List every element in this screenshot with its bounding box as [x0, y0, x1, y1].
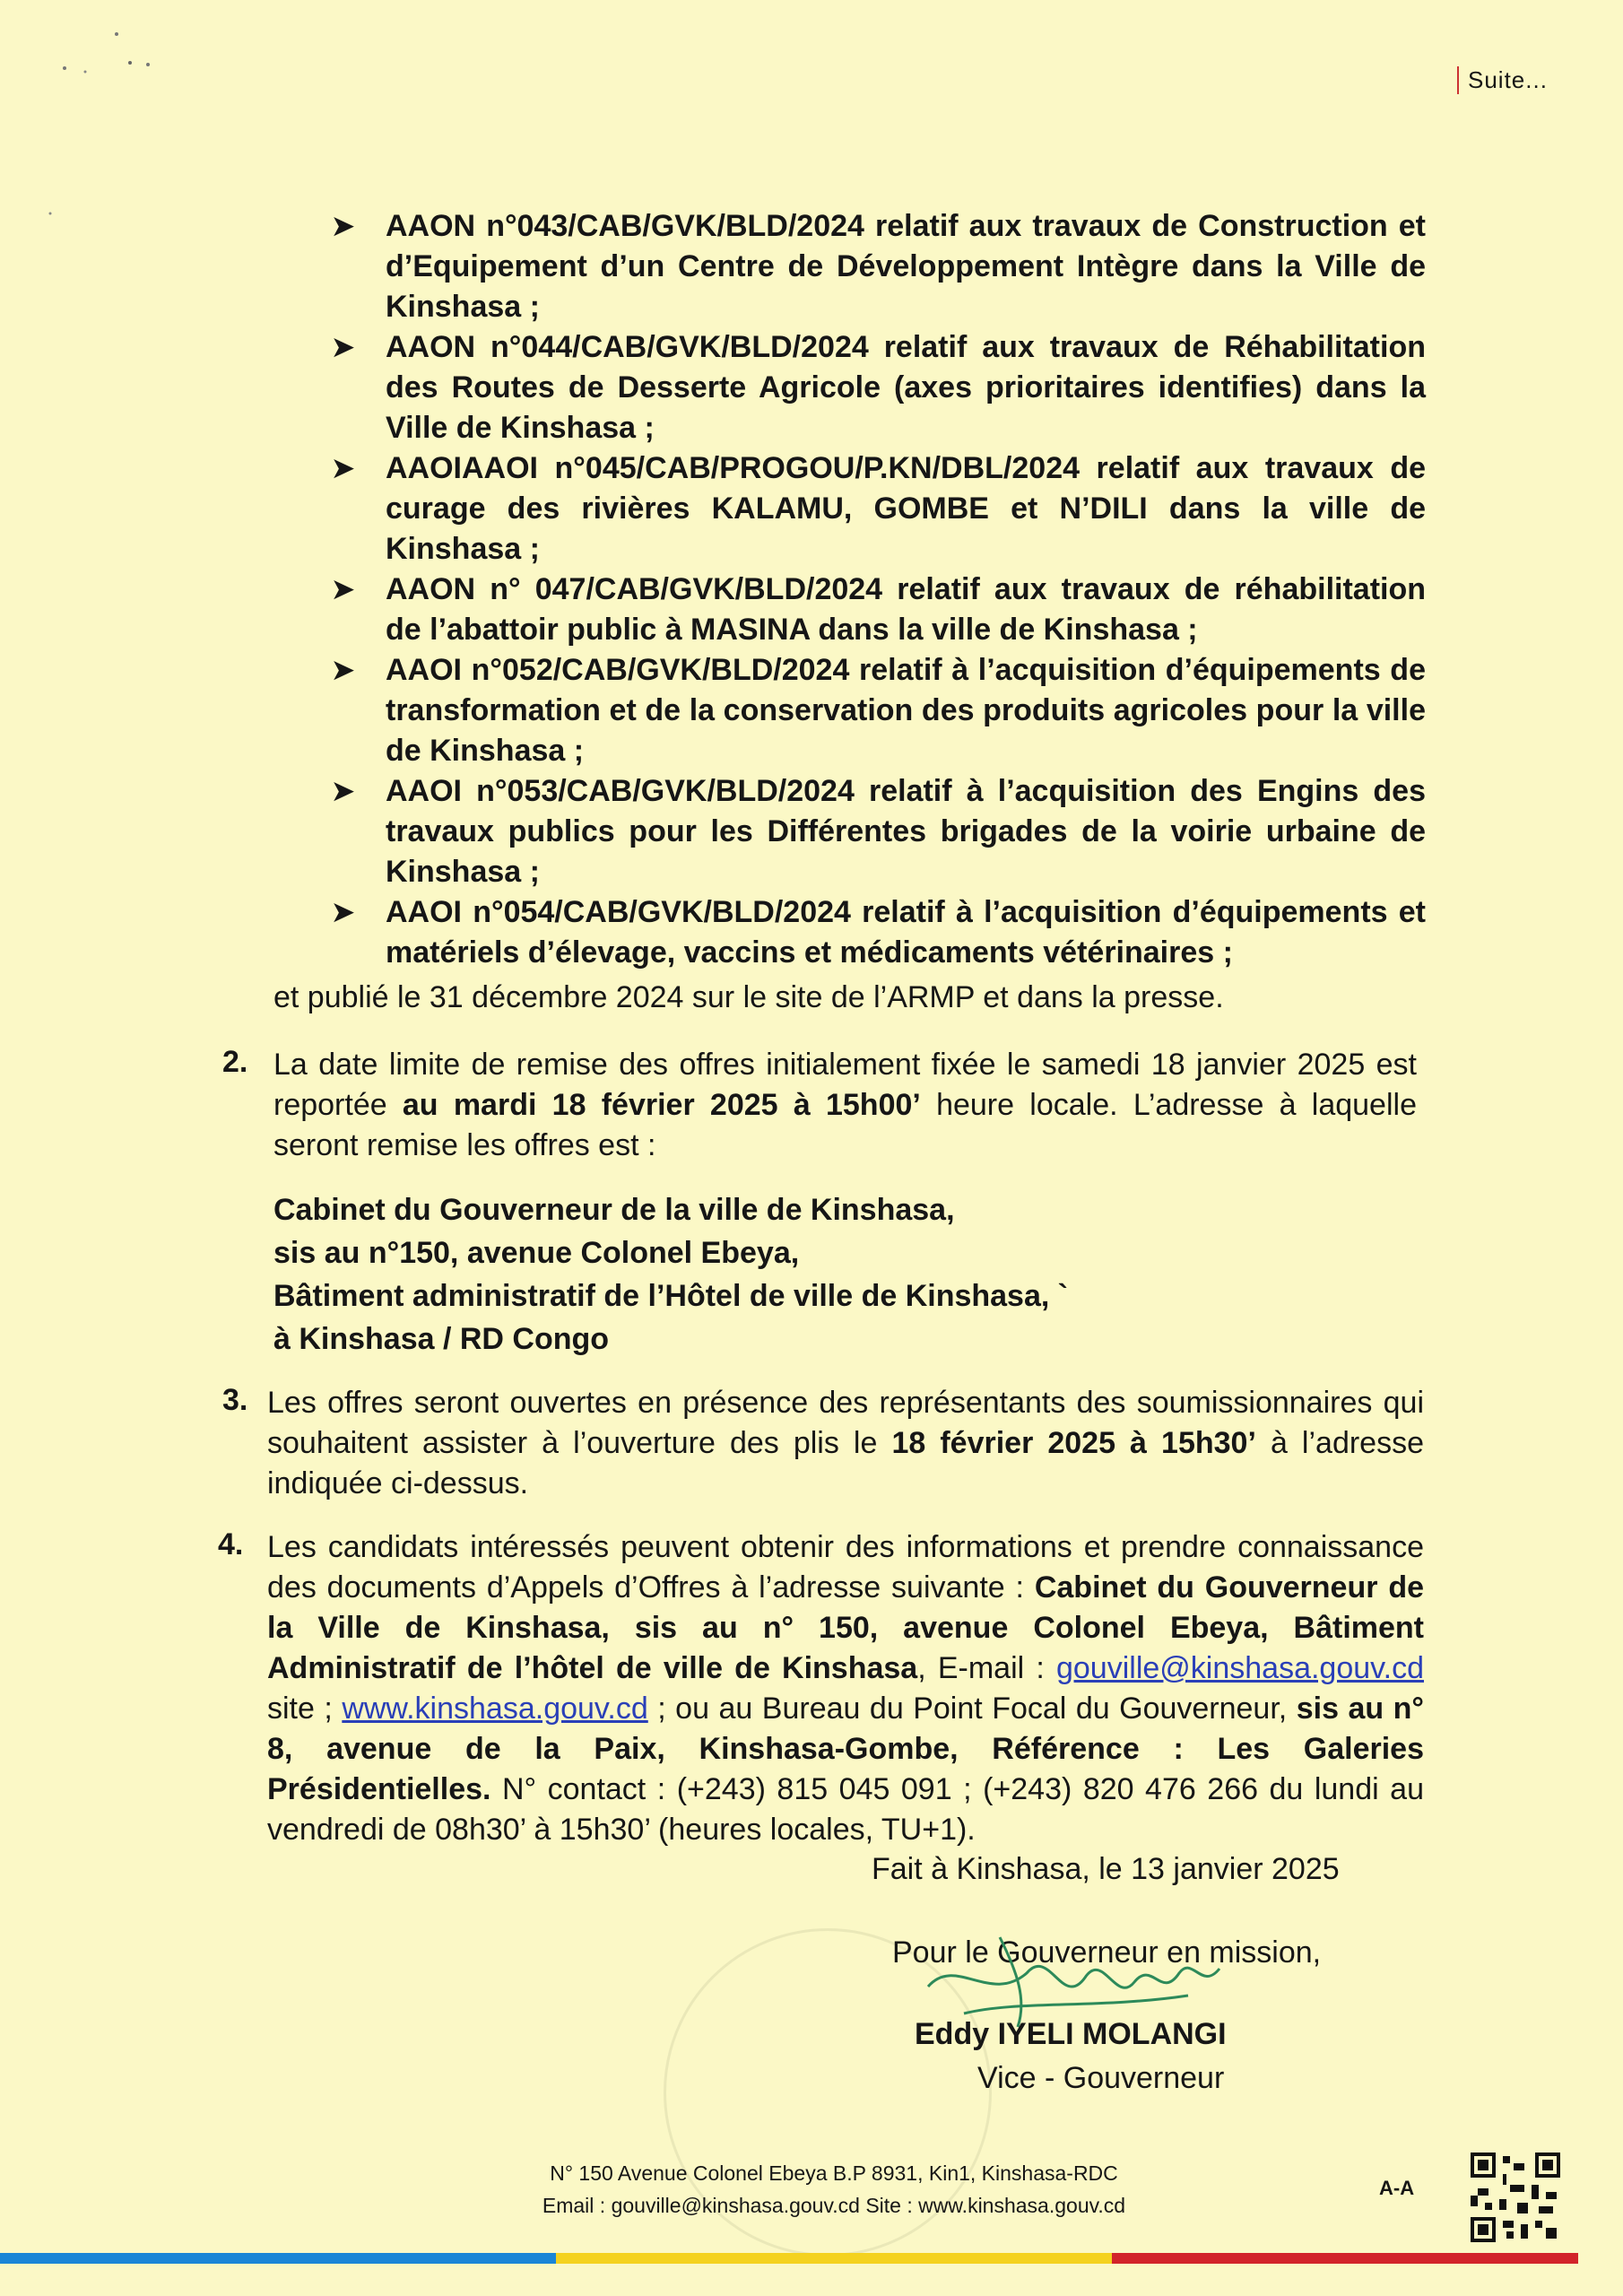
- tender-item: ➤ AAOI n°053/CAB/GVK/BLD/2024 relatif à l’acquisition des Engins des travaux publics pour les Différentes brigades de la voirie urbaine de Kinshasa ;: [332, 771, 1426, 892]
- for-governor-line: Pour le Gouverneur en mission,: [892, 1935, 1322, 1970]
- arrow-bullet-icon: ➤: [332, 333, 355, 362]
- tender-item: ➤ AAOIAAOI n°045/CAB/PROGOU/P.KN/DBL/2024 relatif aux travaux de curage des rivières KALAMU, GOMBE et N’DILI dans la ville de Kinshasa ;: [332, 448, 1426, 570]
- signatory-title: Vice - Gouverneur: [977, 2061, 1225, 2095]
- website-link[interactable]: www.kinshasa.gouv.cd: [342, 1692, 648, 1726]
- flag-bar-red: [1112, 2253, 1578, 2264]
- place-and-date: Fait à Kinshasa, le 13 janvier 2025: [872, 1852, 1340, 1886]
- scan-specks: [0, 0, 179, 233]
- reference-code: A-A: [1379, 2177, 1415, 2199]
- flag-bar-blue: [0, 2253, 556, 2264]
- qr-code-icon: [1471, 2152, 1560, 2242]
- tender-item: ➤ AAOI n°052/CAB/GVK/BLD/2024 relatif à l’acquisition d’équipements de transformation et de la conservation des produits agricoles pour la ville de Kinshasa ;: [332, 650, 1426, 771]
- continuation-label: Suite...: [1457, 66, 1548, 94]
- item-number: 2.: [222, 1045, 248, 1079]
- tender-item: ➤ AAON n°044/CAB/GVK/BLD/2024 relatif aux travaux de Réhabilitation des Routes de Desserte Agricole (axes prioritaires identifies) dans la Ville de Kinshasa ;: [332, 327, 1426, 448]
- item-number: 3.: [222, 1383, 248, 1417]
- footer-contact: N° 150 Avenue Colonel Ebeya B.P 8931, Kin1, Kinshasa-RDC Email : gouville@kinshasa.gouv.cd Site : www.kinshasa.gouv.cd: [542, 2161, 1126, 2217]
- tender-item: ➤ AAOI n°054/CAB/GVK/BLD/2024 relatif à l’acquisition d’équipements et matériels d’élevage, vaccins et médicaments vétérinaires ;: [332, 892, 1426, 973]
- arrow-bullet-icon: ➤: [332, 656, 355, 685]
- arrow-bullet-icon: ➤: [332, 777, 355, 806]
- flag-bar-yellow: [556, 2253, 1112, 2264]
- publication-note: et publié le 31 décembre 2024 sur le site de l’ARMP et dans la presse.: [273, 980, 1224, 1014]
- tender-item: ➤ AAON n° 047/CAB/GVK/BLD/2024 relatif aux travaux de réhabilitation de l’abattoir public à MASINA dans la ville de Kinshasa ;: [332, 570, 1426, 650]
- item-4-paragraph: Les candidats intéressés peuvent obtenir des informations et prendre connaissance des documents d’Appels d’Offres à l’adresse suivante : Cabinet du Gouverneur de la Ville de Kinshasa, sis au n° 150, avenue Colonel Ebeya, Bâtiment Administratif de l’hôtel de ville de Kinshasa, E-mail : gouville@kinshasa.gouv.cd site ; www.kinshasa.gouv.cd ; ou au Bureau du Point Focal du Gouverneur, sis au n° 8, avenue de la Paix, Kinshasa-Gombe, Référence : Les Galeries Présidentielles. N° contact : (+243) 815 045 091 ; (+243) 820 476 266 du lundi au vendredi de 08h30’ à 15h30’ (heures locales, TU+1).: [267, 1530, 1424, 1847]
- arrow-bullet-icon: ➤: [332, 212, 355, 241]
- tender-list: [332, 206, 1426, 973]
- arrow-bullet-icon: ➤: [332, 898, 355, 927]
- item-number: 4.: [218, 1527, 244, 1561]
- arrow-bullet-icon: ➤: [332, 454, 355, 483]
- email-link[interactable]: gouville@kinshasa.gouv.cd: [1055, 1651, 1424, 1685]
- submission-address: Cabinet du Gouverneur de la ville de Kinshasa, sis au n°150, avenue Colonel Ebeya, Bâtiment administratif de l’Hôtel de ville de Kinshasa, ` à Kinshasa / RD Congo: [273, 1193, 1069, 1356]
- signatory-name: Eddy IYELI MOLANGI: [915, 2017, 1227, 2051]
- tender-item: ➤ AAON n°043/CAB/GVK/BLD/2024 relatif aux travaux de Construction et d’Equipement d’un Centre de Développement Intègre dans la Ville de Kinshasa ;: [332, 206, 1426, 327]
- arrow-bullet-icon: ➤: [332, 575, 355, 604]
- item-2-paragraph: La date limite de remise des offres initialement fixée le samedi 18 janvier 2025 est reportée au mardi 18 février 2025 à 15h00’ heure locale. L’adresse à laquelle seront remise les offres est :: [273, 1048, 1417, 1162]
- item-3-paragraph: Les offres seront ouvertes en présence des représentants des soumissionnaires qui souhaitent assister à l’ouverture des plis le 18 février 2025 à 15h30’ à l’adresse indiquée ci-dessus.: [267, 1386, 1424, 1500]
